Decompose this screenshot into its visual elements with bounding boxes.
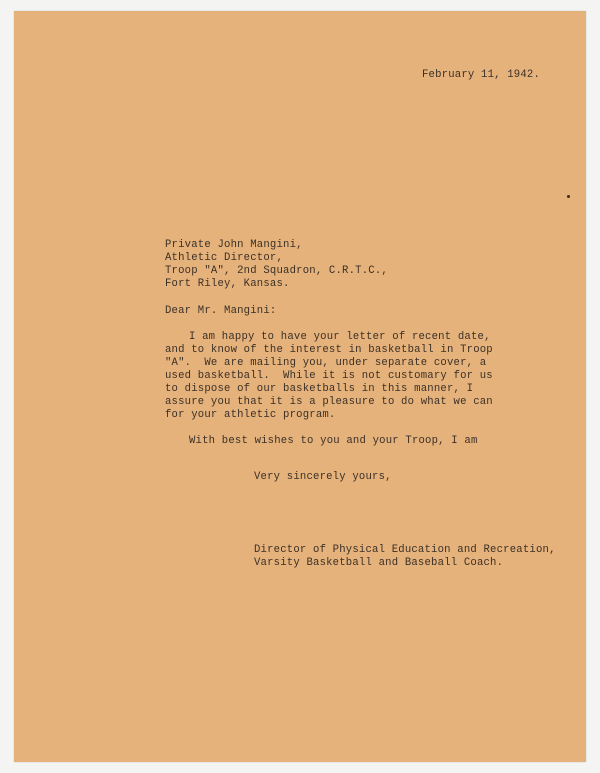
- body-line: assure you that it is a pleasure to do what we can: [165, 396, 493, 408]
- signature-line: Varsity Basketball and Baseball Coach.: [254, 557, 504, 569]
- letter-date: February 11, 1942.: [422, 69, 541, 81]
- body-line: and to know of the interest in basketball in Troop: [165, 344, 493, 356]
- closing-paragraph: With best wishes to you and your Troop, I am: [189, 435, 478, 447]
- paper-speck: [567, 195, 570, 198]
- address-line: Athletic Director,: [165, 252, 284, 264]
- body-line: I am happy to have your letter of recent date,: [189, 331, 491, 343]
- address-line: Troop "A", 2nd Squadron, C.R.T.C.,: [165, 265, 388, 277]
- body-line: "A". We are mailing you, under separate cover, a: [165, 357, 487, 369]
- body-line: to dispose of our basketballs in this manner, I: [165, 383, 474, 395]
- body-line: for your athletic program.: [165, 409, 336, 421]
- address-line: Fort Riley, Kansas.: [165, 278, 290, 290]
- body-line: used basketball. While it is not customary for us: [165, 370, 493, 382]
- letter-page: [14, 11, 586, 762]
- address-line: Private John Mangini,: [165, 239, 303, 251]
- signature-line: Director of Physical Education and Recreation,: [254, 544, 556, 556]
- closing: Very sincerely yours,: [254, 471, 392, 483]
- salutation: Dear Mr. Mangini:: [165, 305, 277, 317]
